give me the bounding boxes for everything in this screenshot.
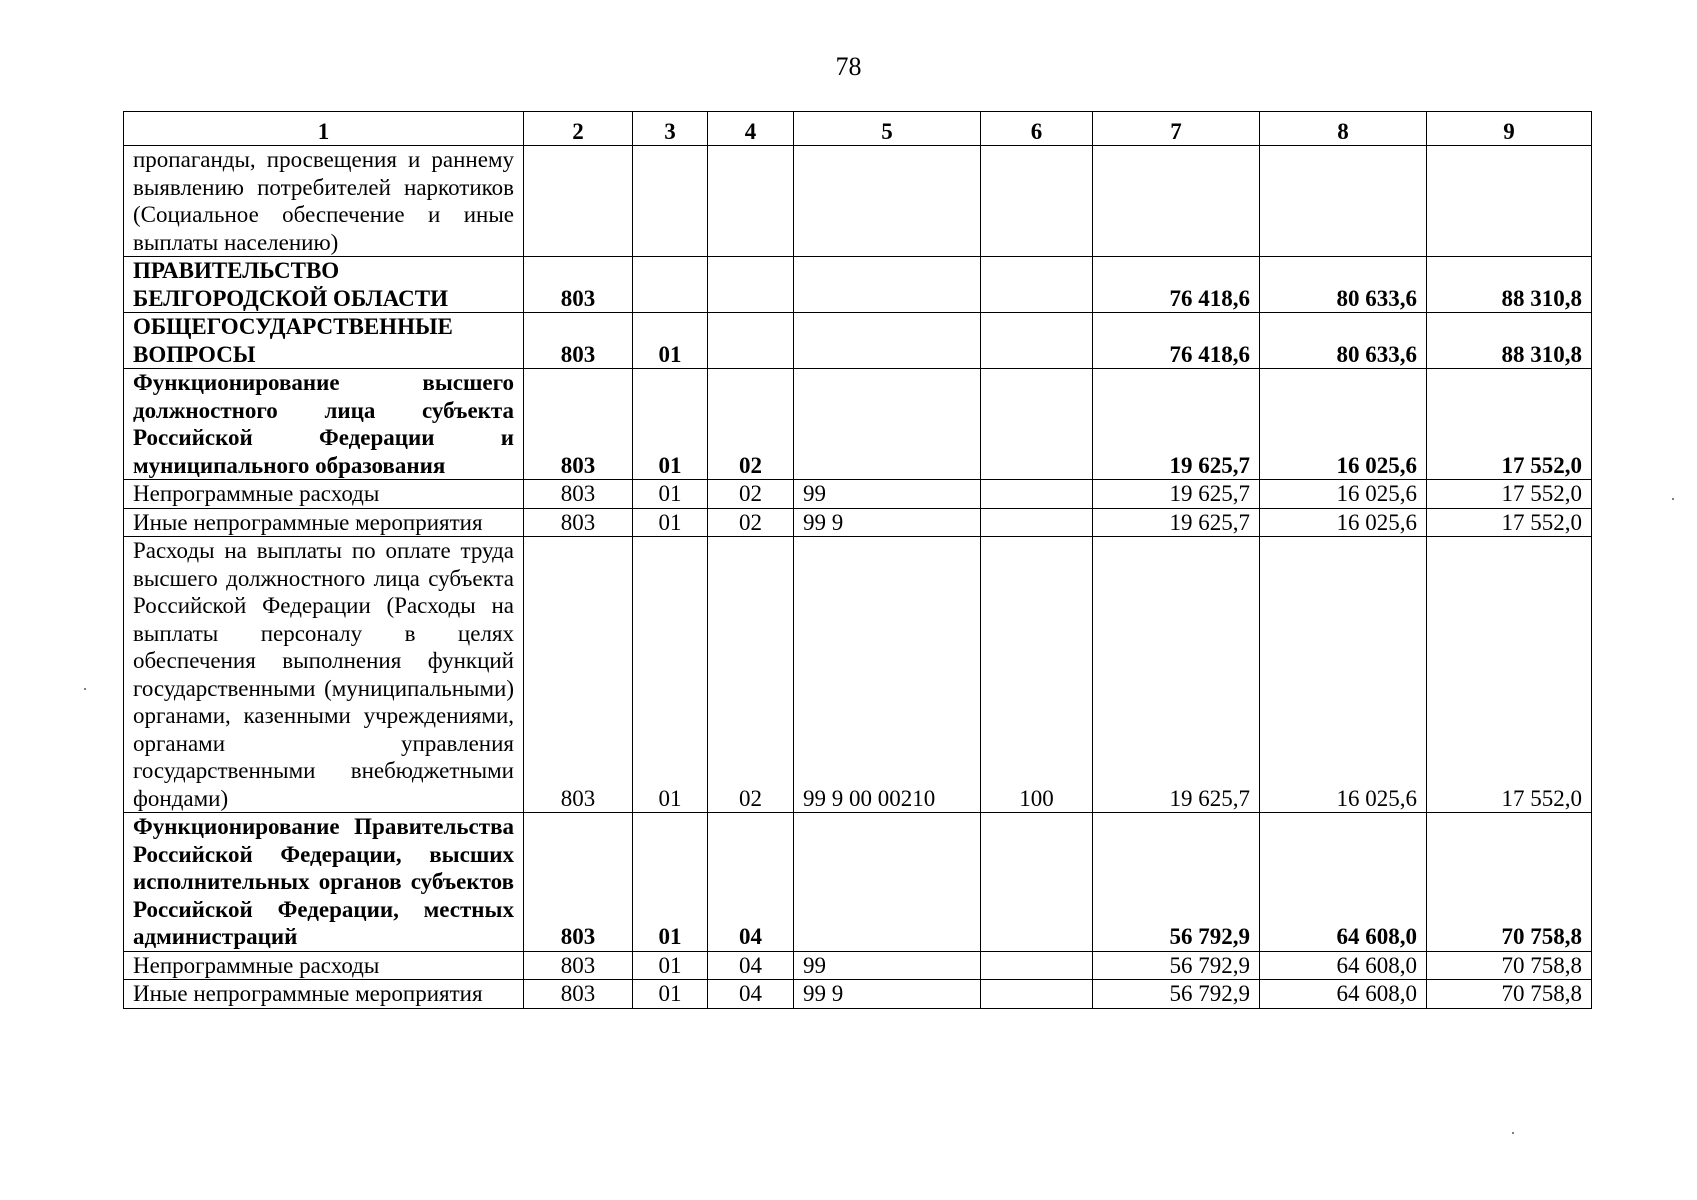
- subsection-code-cell: [708, 146, 794, 257]
- column-header: 9: [1427, 112, 1592, 146]
- column-header: 1: [124, 112, 524, 146]
- description-cell: Функционирование высшего должностного лица субъекта Российской Федерации и муниципального образования: [124, 369, 524, 480]
- amount-year3-cell: 88 310,8: [1427, 313, 1592, 369]
- expense-type-cell: [981, 146, 1093, 257]
- page-number: 78: [835, 52, 862, 81]
- amount-year3-cell: 70 758,8: [1427, 980, 1592, 1009]
- amount-year2-cell: 64 608,0: [1260, 951, 1427, 980]
- target-article-cell: [794, 257, 981, 313]
- target-article-cell: 99: [794, 951, 981, 980]
- column-header: 4: [708, 112, 794, 146]
- expense-type-cell: [981, 369, 1093, 480]
- admin-code-cell: 803: [524, 508, 633, 537]
- table-row: [124, 480, 1592, 509]
- expense-type-cell: 100: [981, 537, 1093, 813]
- table-row: [124, 313, 1592, 369]
- admin-code-cell: 803: [524, 369, 633, 480]
- admin-code-cell: 803: [524, 980, 633, 1009]
- subsection-code-cell: [708, 257, 794, 313]
- amount-year3-cell: 17 552,0: [1427, 480, 1592, 509]
- subsection-code-cell: 04: [708, 980, 794, 1009]
- expense-type-cell: [981, 980, 1093, 1009]
- amount-year1-cell: 19 625,7: [1093, 537, 1260, 813]
- budget-table: [123, 111, 1592, 1009]
- admin-code-cell: 803: [524, 313, 633, 369]
- admin-code-cell: 803: [524, 813, 633, 952]
- description-cell: Иные непрограммные мероприятия: [124, 980, 524, 1009]
- column-header: 8: [1260, 112, 1427, 146]
- amount-year1-cell: 76 418,6: [1093, 313, 1260, 369]
- subsection-code-cell: 04: [708, 813, 794, 952]
- description-cell: Расходы на выплаты по оплате труда высшего должностного лица субъекта Российской Федерации (Расходы на выплаты персоналу в целях обеспечения выполнения функций государственными (муниципальными) органами, казенными учреждениями, органами управления государственными внебюджетными фондами): [124, 537, 524, 813]
- description-cell: ОБЩЕГОСУДАРСТВЕННЫЕ ВОПРОСЫ: [124, 313, 524, 369]
- table-body: [124, 146, 1592, 1009]
- admin-code-cell: 803: [524, 537, 633, 813]
- section-code-cell: 01: [633, 480, 708, 509]
- description-cell: Непрограммные расходы: [124, 951, 524, 980]
- section-code-cell: 01: [633, 537, 708, 813]
- expense-type-cell: [981, 257, 1093, 313]
- subsection-code-cell: 02: [708, 480, 794, 509]
- expense-type-cell: [981, 313, 1093, 369]
- expense-type-cell: [981, 508, 1093, 537]
- target-article-cell: 99 9: [794, 508, 981, 537]
- table-row: [124, 951, 1592, 980]
- amount-year3-cell: 17 552,0: [1427, 508, 1592, 537]
- scan-speck: [1512, 1132, 1514, 1134]
- subsection-code-cell: [708, 313, 794, 369]
- amount-year2-cell: [1260, 146, 1427, 257]
- admin-code-cell: 803: [524, 480, 633, 509]
- amount-year3-cell: 70 758,8: [1427, 951, 1592, 980]
- table-row: [124, 369, 1592, 480]
- scan-speck: [1672, 498, 1674, 500]
- amount-year1-cell: [1093, 146, 1260, 257]
- section-code-cell: 01: [633, 313, 708, 369]
- subsection-code-cell: 04: [708, 951, 794, 980]
- section-code-cell: 01: [633, 508, 708, 537]
- amount-year3-cell: [1427, 146, 1592, 257]
- amount-year1-cell: 56 792,9: [1093, 951, 1260, 980]
- amount-year1-cell: 76 418,6: [1093, 257, 1260, 313]
- header-row: [124, 112, 1592, 146]
- target-article-cell: 99 9: [794, 980, 981, 1009]
- target-article-cell: 99 9 00 00210: [794, 537, 981, 813]
- amount-year2-cell: 16 025,6: [1260, 537, 1427, 813]
- section-code-cell: [633, 146, 708, 257]
- amount-year1-cell: 19 625,7: [1093, 508, 1260, 537]
- table-row: [124, 146, 1592, 257]
- section-code-cell: 01: [633, 951, 708, 980]
- column-header: 2: [524, 112, 633, 146]
- description-cell: Функционирование Правительства Российской Федерации, высших исполнительных органов субъектов Российской Федерации, местных администраций: [124, 813, 524, 952]
- column-header: 3: [633, 112, 708, 146]
- expense-type-cell: [981, 813, 1093, 952]
- target-article-cell: [794, 313, 981, 369]
- table-row: [124, 257, 1592, 313]
- table-row: [124, 537, 1592, 813]
- amount-year1-cell: 19 625,7: [1093, 369, 1260, 480]
- admin-code-cell: [524, 146, 633, 257]
- amount-year2-cell: 16 025,6: [1260, 480, 1427, 509]
- admin-code-cell: 803: [524, 257, 633, 313]
- amount-year1-cell: 19 625,7: [1093, 480, 1260, 509]
- amount-year2-cell: 16 025,6: [1260, 508, 1427, 537]
- description-cell: ПРАВИТЕЛЬСТВО БЕЛГОРОДСКОЙ ОБЛАСТИ: [124, 257, 524, 313]
- amount-year2-cell: 80 633,6: [1260, 313, 1427, 369]
- expense-type-cell: [981, 951, 1093, 980]
- section-code-cell: 01: [633, 980, 708, 1009]
- subsection-code-cell: 02: [708, 369, 794, 480]
- target-article-cell: [794, 369, 981, 480]
- expense-type-cell: [981, 480, 1093, 509]
- table-row: [124, 980, 1592, 1009]
- column-header: 7: [1093, 112, 1260, 146]
- amount-year2-cell: 64 608,0: [1260, 980, 1427, 1009]
- amount-year3-cell: 88 310,8: [1427, 257, 1592, 313]
- column-header: 6: [981, 112, 1093, 146]
- amount-year2-cell: 80 633,6: [1260, 257, 1427, 313]
- description-cell: Непрограммные расходы: [124, 480, 524, 509]
- target-article-cell: [794, 813, 981, 952]
- scan-speck: [84, 688, 86, 690]
- description-cell: пропаганды, просвещения и раннему выявлению потребителей наркотиков (Социальное обеспечение и иные выплаты населению): [124, 146, 524, 257]
- section-code-cell: [633, 257, 708, 313]
- description-cell: Иные непрограммные мероприятия: [124, 508, 524, 537]
- column-header: 5: [794, 112, 981, 146]
- table-row: [124, 813, 1592, 952]
- amount-year1-cell: 56 792,9: [1093, 980, 1260, 1009]
- section-code-cell: 01: [633, 813, 708, 952]
- table-row: [124, 508, 1592, 537]
- amount-year2-cell: 64 608,0: [1260, 813, 1427, 952]
- target-article-cell: 99: [794, 480, 981, 509]
- subsection-code-cell: 02: [708, 537, 794, 813]
- amount-year2-cell: 16 025,6: [1260, 369, 1427, 480]
- section-code-cell: 01: [633, 369, 708, 480]
- amount-year1-cell: 56 792,9: [1093, 813, 1260, 952]
- amount-year3-cell: 17 552,0: [1427, 537, 1592, 813]
- target-article-cell: [794, 146, 981, 257]
- subsection-code-cell: 02: [708, 508, 794, 537]
- amount-year3-cell: 70 758,8: [1427, 813, 1592, 952]
- admin-code-cell: 803: [524, 951, 633, 980]
- amount-year3-cell: 17 552,0: [1427, 369, 1592, 480]
